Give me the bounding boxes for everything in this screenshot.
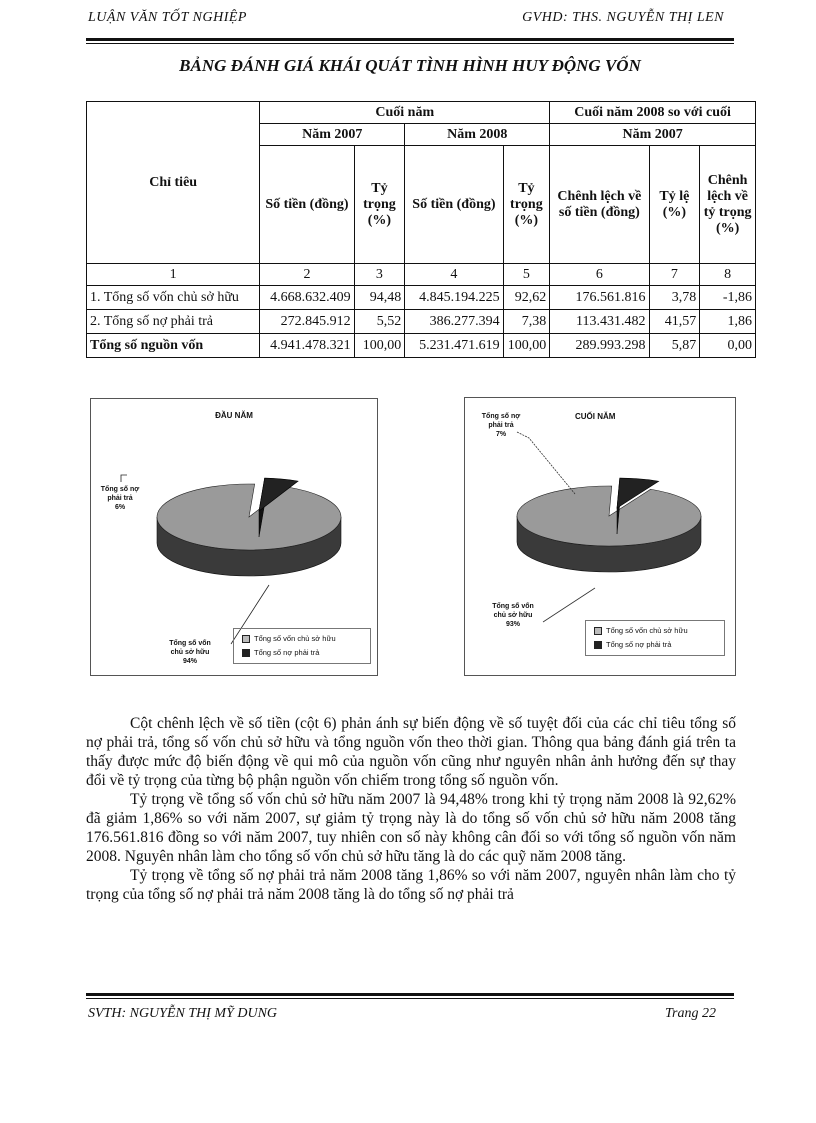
header-rule-thin (86, 43, 734, 44)
pie-slice-equity (517, 486, 701, 546)
cell: 5,87 (649, 334, 700, 358)
footer-rule-thin (86, 998, 734, 999)
header-cuoi-nam: Cuối năm (260, 102, 550, 124)
legend-swatch-debt (242, 649, 250, 657)
chart-legend: Tổng số vốn chủ sở hữu Tổng số nợ phải trả (585, 620, 725, 656)
cell: 92,62 (503, 286, 550, 310)
row-label: Tổng số nguồn vốn (87, 334, 260, 358)
chart-title: ĐẦU NĂM (215, 411, 253, 420)
header-left: LUẬN VĂN TỐT NGHIỆP (88, 10, 247, 25)
cell: 100,00 (503, 334, 550, 358)
cell: 5.231.471.619 (405, 334, 503, 358)
col-number: 1 (87, 264, 260, 286)
paragraph: Tỷ trọng về tổng số nợ phải trả năm 2008 tăng 1,86% so với năm 2007, nguyên nhân làm cho tỷ trọng của tổng số nợ phải trả năm 2008 tăng là do tổng số nợ phải trả (86, 867, 736, 903)
header-ty-trong-2008: Tỷ trọng (%) (503, 146, 550, 264)
footer-rule-thick (86, 993, 734, 996)
table-title: BẢNG ĐÁNH GIÁ KHÁI QUÁT TÌNH HÌNH HUY ĐỘNG VỐN (179, 56, 641, 75)
pie-chart-dau-nam (90, 398, 378, 676)
header-nam-2008: Năm 2008 (405, 124, 550, 146)
header-chenh-lech-ty-trong: Chênh lệch về tỷ trọng (%) (700, 146, 756, 264)
label-equity: Tổng số vốn chủ sở hữu 94% (169, 640, 211, 665)
header-so-tien-2007: Số tiền (đồng) (260, 146, 354, 264)
cell: 386.277.394 (405, 310, 503, 334)
paragraph: Tỷ trọng về tổng số vốn chủ sở hữu năm 2007 là 94,48% trong khi tỷ trọng năm 2008 là 92,62% đã giảm 1,86% so với năm 2007, sự giảm tỷ trọng này là do tổng số vốn chủ sở hữu năm 2008 tăng 176.561.816 đồng so với năm 2007, tuy nhiên con số này không cân đối so với tổng số nguồn vốn năm 2008. Nguyên nhân làm cho tổng số vốn chủ sở hữu tăng là do các quỹ năm 2008 tăng. (86, 791, 736, 865)
col-number: 6 (550, 264, 649, 286)
cell: 4.845.194.225 (405, 286, 503, 310)
paragraph: Cột chênh lệch về số tiền (cột 6) phản ánh sự biến động về số tuyệt đối của các chỉ tiêu tổng số nợ phải trả, tổng số vốn chủ sở hữu và tổng nguồn vốn theo thời gian. Thông qua bảng đánh giá trên ta thấy được mức độ biến động về qui mô của nguồn vốn cũng như nguyên nhân ảnh hưởng đến sự thay đổi về tỷ trọng của từng bộ phận nguồn vốn chiếm trong tổng số nguồn vốn. (86, 715, 736, 789)
cell: 5,52 (354, 310, 405, 334)
legend-swatch-equity (242, 635, 250, 643)
header-so-tien-2008: Số tiền (đồng) (405, 146, 503, 264)
leader-line-equity (543, 588, 595, 622)
header-rule-thick (86, 38, 734, 41)
cell: 289.993.298 (550, 334, 649, 358)
header-right: GVHD: THS. NGUYỄN THỊ LEN (522, 10, 724, 25)
header-nam-2007: Năm 2007 (260, 124, 405, 146)
pie-slice-equity (157, 484, 341, 550)
table-row (87, 310, 756, 334)
row-label: 1. Tổng số vốn chủ sở hữu (87, 286, 260, 310)
cell: 7,38 (503, 310, 550, 334)
cell: 272.845.912 (260, 310, 354, 334)
footer-page-number: Trang 22 (665, 1006, 716, 1021)
leader-line-debt (121, 475, 127, 482)
cell: 4.668.632.409 (260, 286, 354, 310)
col-number: 4 (405, 264, 503, 286)
cell: 100,00 (354, 334, 405, 358)
label-debt: Tổng số nợ phải trả 7% (481, 413, 521, 438)
col-number: 8 (700, 264, 756, 286)
cell: 4.941.478.321 (260, 334, 354, 358)
col-number: 2 (260, 264, 354, 286)
col-number: 7 (649, 264, 700, 286)
col-number: 3 (354, 264, 405, 286)
cell: 94,48 (354, 286, 405, 310)
label-equity: Tổng số vốn chủ sở hữu 93% (492, 603, 534, 628)
header-chi-tieu: Chỉ tiêu (87, 102, 260, 264)
label-debt: Tổng số nợ phải trả 6% (100, 486, 140, 511)
cell: 176.561.816 (550, 286, 649, 310)
legend-swatch-equity (594, 627, 602, 635)
cell: 3,78 (649, 286, 700, 310)
legend-swatch-debt (594, 641, 602, 649)
capital-summary-table (86, 101, 756, 358)
col-number: 5 (503, 264, 550, 286)
table-row-total (87, 334, 756, 358)
leader-line-debt (517, 432, 575, 494)
cell: 41,57 (649, 310, 700, 334)
chart-title: CUỐI NĂM (575, 412, 616, 421)
header-so-sanh-nam: Năm 2007 (550, 124, 756, 146)
column-number-row (87, 264, 756, 286)
pie-slices (157, 478, 341, 576)
header-ty-le: Tỷ lệ (%) (649, 146, 700, 264)
header-ty-trong-2007: Tỷ trọng (%) (354, 146, 405, 264)
body-text (86, 714, 736, 904)
header-so-sanh: Cuối năm 2008 so với cuối (550, 102, 756, 124)
footer-left: SVTH: NGUYỄN THỊ MỸ DUNG (88, 1006, 278, 1021)
pie-slices (517, 478, 701, 572)
pie-chart-cuoi-nam (464, 397, 736, 676)
cell: 1,86 (700, 310, 756, 334)
header-chenh-lech-so-tien: Chênh lệch về số tiền (đồng) (550, 146, 649, 264)
table-row (87, 286, 756, 310)
row-label: 2. Tổng số nợ phải trả (87, 310, 260, 334)
cell: 113.431.482 (550, 310, 649, 334)
cell: -1,86 (700, 286, 756, 310)
chart-legend: Tổng số vốn chủ sở hữu Tổng số nợ phải trả (233, 628, 371, 664)
cell: 0,00 (700, 334, 756, 358)
